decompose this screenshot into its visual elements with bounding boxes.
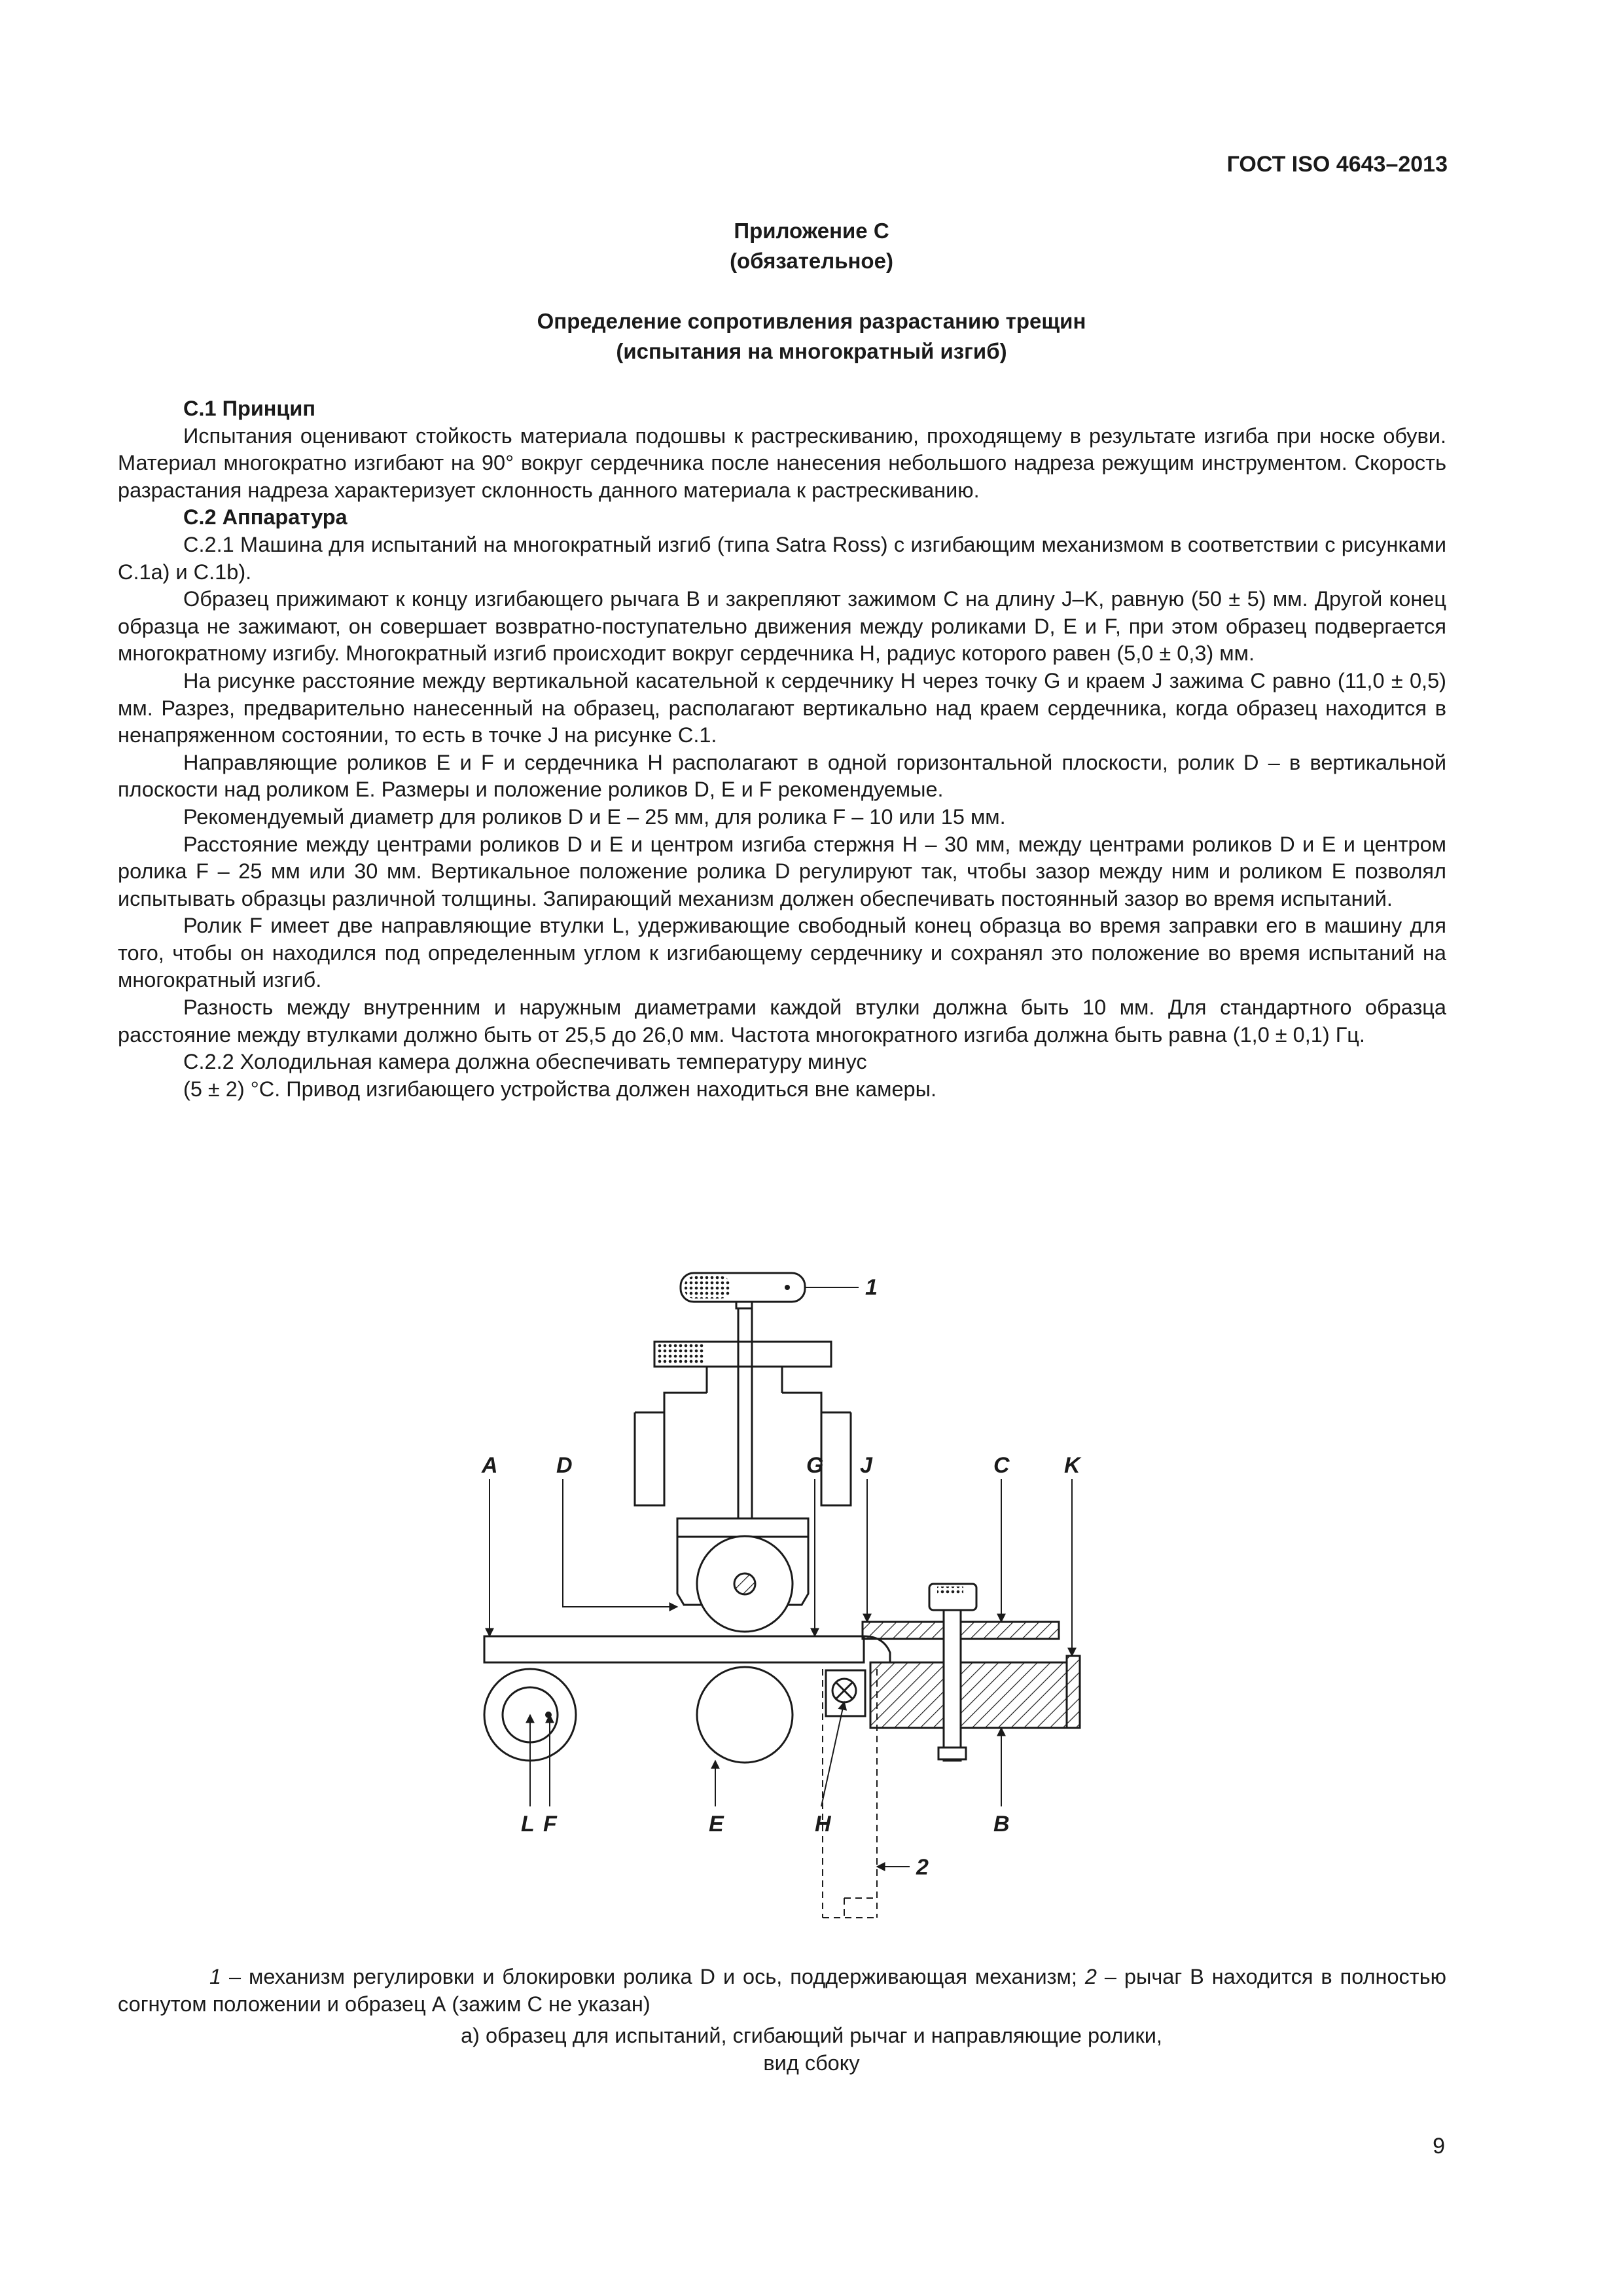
figure-subcaption-view: вид сбоку — [763, 2051, 860, 2075]
label-l: L — [521, 1812, 535, 1837]
paragraph: Образец прижимают к концу изгибающего рычага В и закрепляют зажимом С на длину J–K, равную (50 ± 5) мм. Другой конец образца не зажимают, он совершает возвратно-поступательно движения между роликами D, E и F, при этом образец подвергается многократному изгибу. Многократный изгиб происходит вокруг сердечника Н, радиус которого равен (5,0 ± 0,3) мм. — [118, 587, 1446, 666]
legend-text-1: – механизм регулировки и блокировки ролика D и ось, поддерживающая механизм; — [221, 1965, 1085, 1988]
label-f: F — [543, 1812, 557, 1837]
figure-subcaption: а) образец для испытаний, сгибающий рычаг и направляющие ролики, — [461, 2024, 1162, 2047]
paragraph: Разность между внутренним и наружным диаметрами каждой втулки должна быть 10 мм. Для стандартного образца расстояние между втулками должно быть от 25,5 до 26,0 мм. Частота многократного изгиба должна быть равна (1,0 ± 0,1) Гц. — [118, 996, 1446, 1047]
paragraph: С.2.1 Машина для испытаний на многократный изгиб (типа Satra Ross) с изгибающим механизмом в соответствии с рисунками С.1а) и С.1b). — [118, 532, 1446, 584]
document-heading: Определение сопротивления разрастанию трещин — [537, 309, 1086, 333]
label-b: B — [993, 1812, 1010, 1837]
apparatus-drawing — [458, 1244, 1211, 1950]
bracket-right — [782, 1393, 851, 1505]
roller-carriage — [677, 1518, 808, 1537]
legend-key-2: 2 — [1084, 1965, 1097, 1988]
paragraph: Направляющие роликов Е и F и сердечника Н располагают в одной горизонтальной плоскости, ролик D – в вертикальной плоскости над роликом Е. Размеры и положение роликов D, Е и F рекомендуемые. — [118, 750, 1446, 802]
paragraph: (5 ± 2) °С. Привод изгибающего устройства должен находиться вне камеры. — [183, 1077, 937, 1101]
roller-e — [697, 1667, 793, 1763]
paragraph: На рисунке расстояние между вертикальной касательной к сердечнику Н через точку G и краем J зажима С равно (11,0 ± 0,5) мм. Разрез, предварительно нанесенный на образец, располагают вертикально над краем сердечника, когда образец находится в ненапряженном состоянии, то есть в точке J на рисунке С.1. — [118, 668, 1446, 747]
figure-legend — [118, 1964, 1446, 2018]
body-text — [118, 395, 1446, 1103]
label-e: E — [709, 1812, 724, 1837]
label-c: C — [993, 1453, 1010, 1478]
legend-text-2: – рычаг В находится в полностью согнутом положении и образец А (зажим С не указан) — [118, 1965, 1446, 2016]
annex-status: (обязательное) — [730, 249, 893, 273]
section-heading: С.2 Аппаратура — [183, 505, 348, 529]
label-d: D — [556, 1453, 573, 1478]
label-k: K — [1064, 1453, 1080, 1478]
label-a: A — [482, 1453, 498, 1478]
paragraph: Рекомендуемый диаметр для роликов D и Е – 25 мм, для ролика F – 10 или 15 мм. — [183, 804, 1006, 829]
document-subheading: (испытания на многократный изгиб) — [616, 339, 1007, 363]
annex-title: Приложение С — [734, 219, 889, 243]
apparatus-figure — [458, 1244, 1211, 1950]
label-2: 2 — [916, 1855, 929, 1880]
paragraph: Ролик F имеет две направляющие втулки L, удерживающие свободный конец образца во время заправки его в машину для того, чтобы он находился под определенным углом к изгибающему сердечнику и сохранял это положение во время испытаний на многократный изгиб. — [118, 914, 1446, 992]
bracket-left — [635, 1393, 707, 1505]
paragraph: С.2.2 Холодильная камера должна обеспечивать температуру минус — [183, 1050, 867, 1074]
label-h: H — [815, 1812, 831, 1837]
legend-key-1: 1 — [209, 1965, 222, 1988]
standard-code: ГОСТ ISO 4643–2013 — [1226, 152, 1448, 177]
label-j: J — [860, 1453, 872, 1478]
bending-lever-b — [870, 1662, 1067, 1728]
page-number: 9 — [1433, 2134, 1445, 2159]
paragraph: Испытания оценивают стойкость материала подошвы к растрескиванию, проходящему в результате изгиба при носке обуви. Материал многократно изгибают на 90° вокруг сердечника после нанесения небольшого надреза режущим инструментом. Скорость разрастания надреза характеризует склонность данного материала к растрескиванию. — [118, 423, 1446, 502]
specimen-a — [484, 1636, 864, 1662]
section-heading: С.1 Принцип — [183, 397, 316, 420]
paragraph: Расстояние между центрами роликов D и Е и центром изгиба стержня Н – 30 мм, между центрами роликов D и Е и центром ролика F – 25 мм или 30 мм. Вертикальное положение ролика D регулируют так, чтобы зазор между ним и роликом Е позволял испытывать образцы различной толщины. Запирающий механизм должен обеспечивать постоянный зазор во время испытаний. — [118, 832, 1446, 910]
label-g: G — [806, 1453, 824, 1478]
label-1: 1 — [865, 1275, 878, 1300]
